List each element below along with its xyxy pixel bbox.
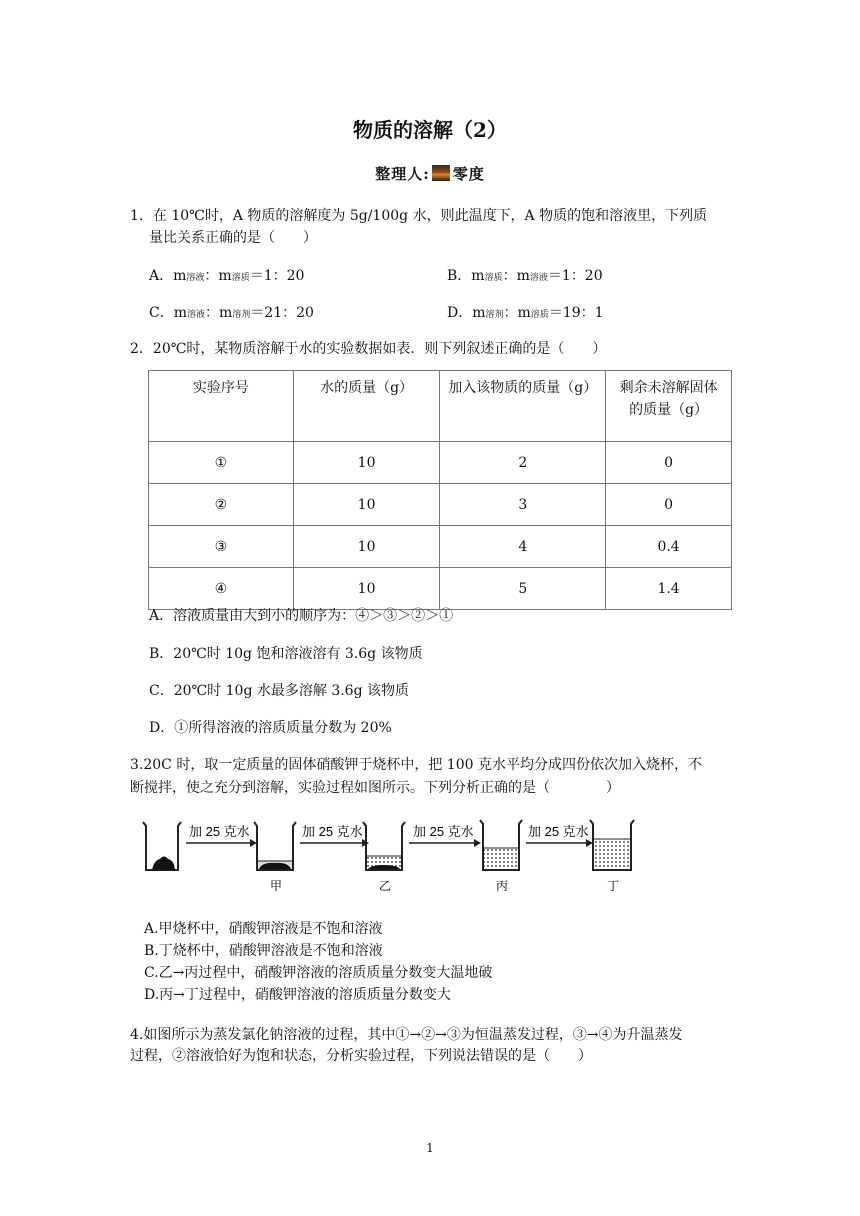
- table-row: [149, 484, 732, 526]
- q4-stem-line1: 4.如图所示为蒸发氯化钠溶液的过程，其中①→②→③为恒温蒸发过程，③→④为升温蒸发: [130, 1027, 683, 1043]
- q1-stem-line2: 量比关系正确的是（ ）: [149, 230, 317, 246]
- q3-beaker-figure: [130, 812, 650, 897]
- table-cell: 4: [440, 526, 606, 568]
- q2-option-a: A．溶液质量由大到小的顺序为：④＞③＞②＞①: [149, 608, 454, 624]
- table-cell: 2: [440, 442, 606, 484]
- table-header-cell: 水的质量（g）: [293, 371, 440, 442]
- arrow-label: 加 25 克水: [528, 824, 589, 839]
- table-cell: 10: [293, 526, 440, 568]
- q1-option-d: D．m溶剂：m溶质＝19：1: [447, 305, 604, 321]
- beaker-label: 乙: [379, 879, 392, 893]
- q3-option-b: B.丁烧杯中，硝酸钾溶液是不饱和溶液: [144, 943, 383, 959]
- q3-option-c: C.乙→丙过程中，硝酸钾溶液的溶质质量分数变大温地破: [144, 965, 493, 981]
- q2-stem: 2．20℃时，某物质溶解于水的实验数据如表．则下列叙述正确的是（ ）: [130, 341, 607, 357]
- table-header-cell: 剩余未溶解固体 的质量（g）: [606, 371, 732, 442]
- arrow-label: 加 25 克水: [413, 824, 474, 839]
- compiler-line: [0, 163, 860, 184]
- table-cell: 5: [440, 568, 606, 610]
- table-header-cell: 实验序号: [149, 371, 294, 442]
- table-cell: 0.4: [606, 526, 732, 568]
- compiler-label: 整理人:: [375, 165, 430, 183]
- table-cell: ③: [149, 526, 294, 568]
- compiler-name: 零度: [452, 165, 485, 183]
- beaker-jia: [254, 822, 296, 893]
- page-number: 1: [426, 1141, 434, 1155]
- table-cell: 10: [293, 442, 440, 484]
- arrow-label: 加 25 克水: [189, 824, 250, 839]
- table-row: [149, 568, 732, 610]
- table-cell: ④: [149, 568, 294, 610]
- arrow-2: [300, 824, 369, 847]
- table-cell: 10: [293, 568, 440, 610]
- table-cell: 1.4: [606, 568, 732, 610]
- page-title: 物质的溶解（2）: [353, 118, 507, 142]
- arrow-label: 加 25 克水: [302, 824, 363, 839]
- q1-option-b: B．m溶质：m溶液＝1：20: [447, 268, 603, 284]
- q2-option-c: C．20℃时 10g 水最多溶解 3.6g 该物质: [149, 683, 409, 699]
- q4-stem-line2: 过程，②溶液恰好为饱和状态，分析实验过程，下列说法错误的是（ ）: [130, 1048, 592, 1064]
- q3-option-a: A.甲烧杯中，硝酸钾溶液是不饱和溶液: [144, 921, 383, 937]
- q2-option-b: B．20℃时 10g 饱和溶液溶有 3.6g 该物质: [149, 646, 423, 662]
- table-row: [149, 526, 732, 568]
- q3-stem-line2: 断搅拌，使之充分到溶解，实验过程如图所示。下列分析正确的是（ ）: [130, 780, 620, 796]
- beaker-yi: [363, 822, 405, 893]
- table-row: [149, 442, 732, 484]
- table-cell: 0: [606, 442, 732, 484]
- beaker-label: 丁: [607, 879, 620, 893]
- q1-option-a: A．m溶液：m溶质＝1：20: [149, 268, 305, 284]
- beaker-label: 丙: [496, 879, 509, 893]
- compiler-avatar-icon: [432, 165, 450, 181]
- q1-option-c: C．m溶液：m溶剂＝21：20: [149, 305, 314, 321]
- arrow-3: [409, 824, 481, 847]
- table-cell: ①: [149, 442, 294, 484]
- q2-data-table: [148, 370, 732, 610]
- beaker-label: 甲: [270, 879, 283, 893]
- beaker-initial: [143, 822, 181, 870]
- table-cell: ②: [149, 484, 294, 526]
- q3-option-d: D.丙→丁过程中，硝酸钾溶液的溶质质量分数变大: [144, 987, 451, 1003]
- arrow-4: [526, 824, 593, 847]
- table-header-row: [149, 371, 732, 442]
- q2-option-d: D．①所得溶液的溶质质量分数为 20%: [149, 720, 392, 736]
- q1-stem-line1: 1．在 10℃时，A 物质的溶解度为 5g/100g 水，则此温度下，A 物质的饱和溶液里，下列质: [130, 208, 708, 224]
- beaker-bing: [480, 820, 522, 893]
- table-header-cell: 加入该物质的质量（g）: [440, 371, 606, 442]
- table-cell: 0: [606, 484, 732, 526]
- table-cell: 10: [293, 484, 440, 526]
- arrow-1: [186, 824, 257, 847]
- beaker-ding: [590, 820, 634, 893]
- q3-stem-line1: 3.20C 时，取一定质量的固体硝酸钾于烧杯中，把 100 克水平均分成四份依次加入烧杯，不: [130, 757, 702, 773]
- table-cell: 3: [440, 484, 606, 526]
